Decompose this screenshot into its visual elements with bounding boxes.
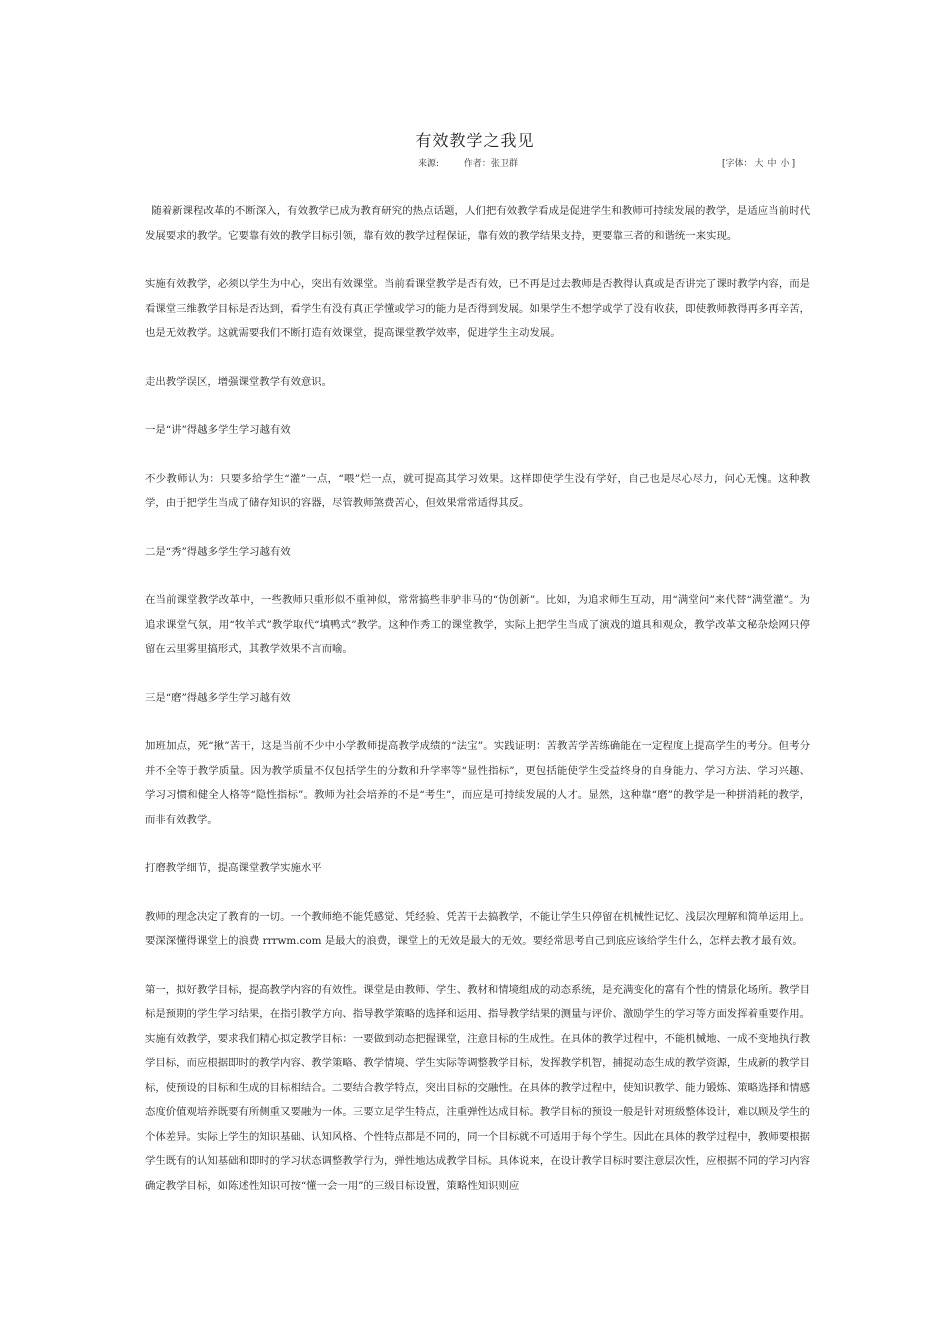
font-size-switcher bbox=[722, 156, 795, 169]
font-small-link[interactable]: 小 bbox=[780, 159, 790, 169]
paragraph: 不少教师认为：只要多给学生“灌”一点，“喂”烂一点，就可提高其学习效果。这样即使学生没有学好，自己也是尽心尽力，问心无愧。这种教学，由于把学生当成了储存知识的容器，尽管教师煞费苦心，但效果常常适得其反。 bbox=[145, 472, 810, 509]
subheading: 二是“秀”得越多学生学习越有效 bbox=[145, 545, 291, 558]
paragraph: 教师的理念决定了教育的一切。一个教师绝不能凭感觉、凭经验、凭苦干去搞教学，不能让学生只停留在机械性记忆、浅层次理解和简单运用上。要深深懂得课堂上的浪费 rrrwm.com 是最大的浪费，课堂上的无效是最大的无效。要经常思考自己到底应该给学生什么，怎样去教才最有效。 bbox=[145, 910, 810, 947]
paragraph: 随着新课程改革的不断深入，有效教学已成为教育研究的热点话题，人们把有效教学看成是促进学生和教师可持续发展的教学，是适应当前时代发展要求的教学。它要靠有效的教学目标引领，靠有效的教学过程保证，靠有效的教学结果支持，更要靠三者的和谐统一来实现。 bbox=[145, 205, 810, 242]
paragraph: 加班加点，死“揪”苦干，这是当前不少中小学教师提高教学成绩的“法宝”。实践证明：苦教苦学苦练确能在一定程度上提高学生的考分。但考分并不全等于教学质量。因为教学质量不仅包括学生的分数和升学率等“显性指标”，更包括能使学生受益终身的自身能力、学习方法、学习兴趣、学习习惯和健全人格等“隐性指标”。教师为社会培养的不是“考生”，而应是可持续发展的人才。显然，这种靠“磨”的教学是一种拼消耗的教学，而非有效教学。 bbox=[145, 740, 810, 826]
font-large-link[interactable]: 大 bbox=[754, 159, 764, 169]
subheading: 一是“讲”得越多学生学习越有效 bbox=[145, 424, 291, 436]
article-body bbox=[145, 199, 810, 1222]
font-label-open: [字体： bbox=[722, 159, 753, 169]
section-heading: 走出教学误区，增强课堂教学有效意识。 bbox=[145, 375, 333, 388]
source-label: 来源: bbox=[418, 159, 440, 169]
paragraph: 实施有效教学，必须以学生为中心，突出有效课堂。当前看课堂教学是否有效，已不再是过去教师是否教得认真或是否讲完了课时教学内容，而是看课堂三维教学目标是否达到，看学生有没有真正学懂或学习的能力是否得到发展。如果学生不想学或学了没有收获，即使教师教得再多再辛苦，也是无效教学。这就需要我们不断打造有效课堂，提高课堂教学效率，促进学生主动发展。 bbox=[145, 278, 810, 339]
article-meta bbox=[418, 156, 540, 169]
font-medium-link[interactable]: 中 bbox=[767, 159, 777, 169]
subheading: 三是“磨”得越多学生学习越有效 bbox=[145, 691, 291, 704]
section-heading: 打磨教学细节，提高课堂教学实施水平 bbox=[145, 862, 322, 874]
paragraph: 在当前课堂教学改革中，一些教师只重形似不重神似，常常搞些非驴非马的“伪创新”。比如，为追求师生互动，用“满堂问”来代替“满堂灌”。为追求课堂气氛，用“牧羊式”教学取代“填鸭式”教学。这种作秀工的课堂教学，实际上把学生当成了演戏的道具和观众，教学改革文秘杂烩网只停留在云里雾里搞形式，其教学效果不言而喻。 bbox=[145, 594, 810, 655]
article-title: 有效教学之我见 bbox=[415, 131, 535, 150]
font-label-close: ] bbox=[791, 159, 796, 169]
author-label: 作者：张卫群 bbox=[463, 159, 518, 169]
paragraph: 第一，拟好教学目标，提高教学内容的有效性。课堂是由教师、学生、教材和情境组成的动态系统，是充满变化的富有个性的情景化场所。教学目标是预期的学生学习结果，在指引教学方向、指导教学策略的选择和运用、指导教学结果的测量与评价、激励学生的学习等方面发挥着重要作用。实施有效教学，要求我们精心拟定教学目标：一要做到动态把握课堂，注意目标的生成性。在具体的教学过程中，不能机械地、一成不变地执行教学目标，而应根据即时的教学内容、教学策略、教学情境、学生实际等调整教学目标，发挥教学机智，捕捉动态生成的教学资源，生成新的教学目标，使预设的目标和生成的目标相结合。二要结合教学特点，突出目标的交融性。在具体的教学过程中，使知识教学、能力锻炼、策略选择和情感态度价值观培养既要有所侧重又要融为一体。三要立足学生特点，注重弹性达成目标。教学目标的预设一般是针对班级整体设计，难以顾及学生的个体差异。实际上学生的知识基础、认知风格、个性特点都是不同的，同一个目标就不可适用于每个学生。因此在具体的教学过程中，教师要根据学生既有的认知基础和即时的学习状态调整教学行为，弹性地达成教学目标。具体说来，在设计教学目标时要注意层次性，应根据不同的学习内容确定教学目标，如陈述性知识可按“懂一会一用”的三级目标设置，策略性知识则应 bbox=[145, 983, 810, 1192]
